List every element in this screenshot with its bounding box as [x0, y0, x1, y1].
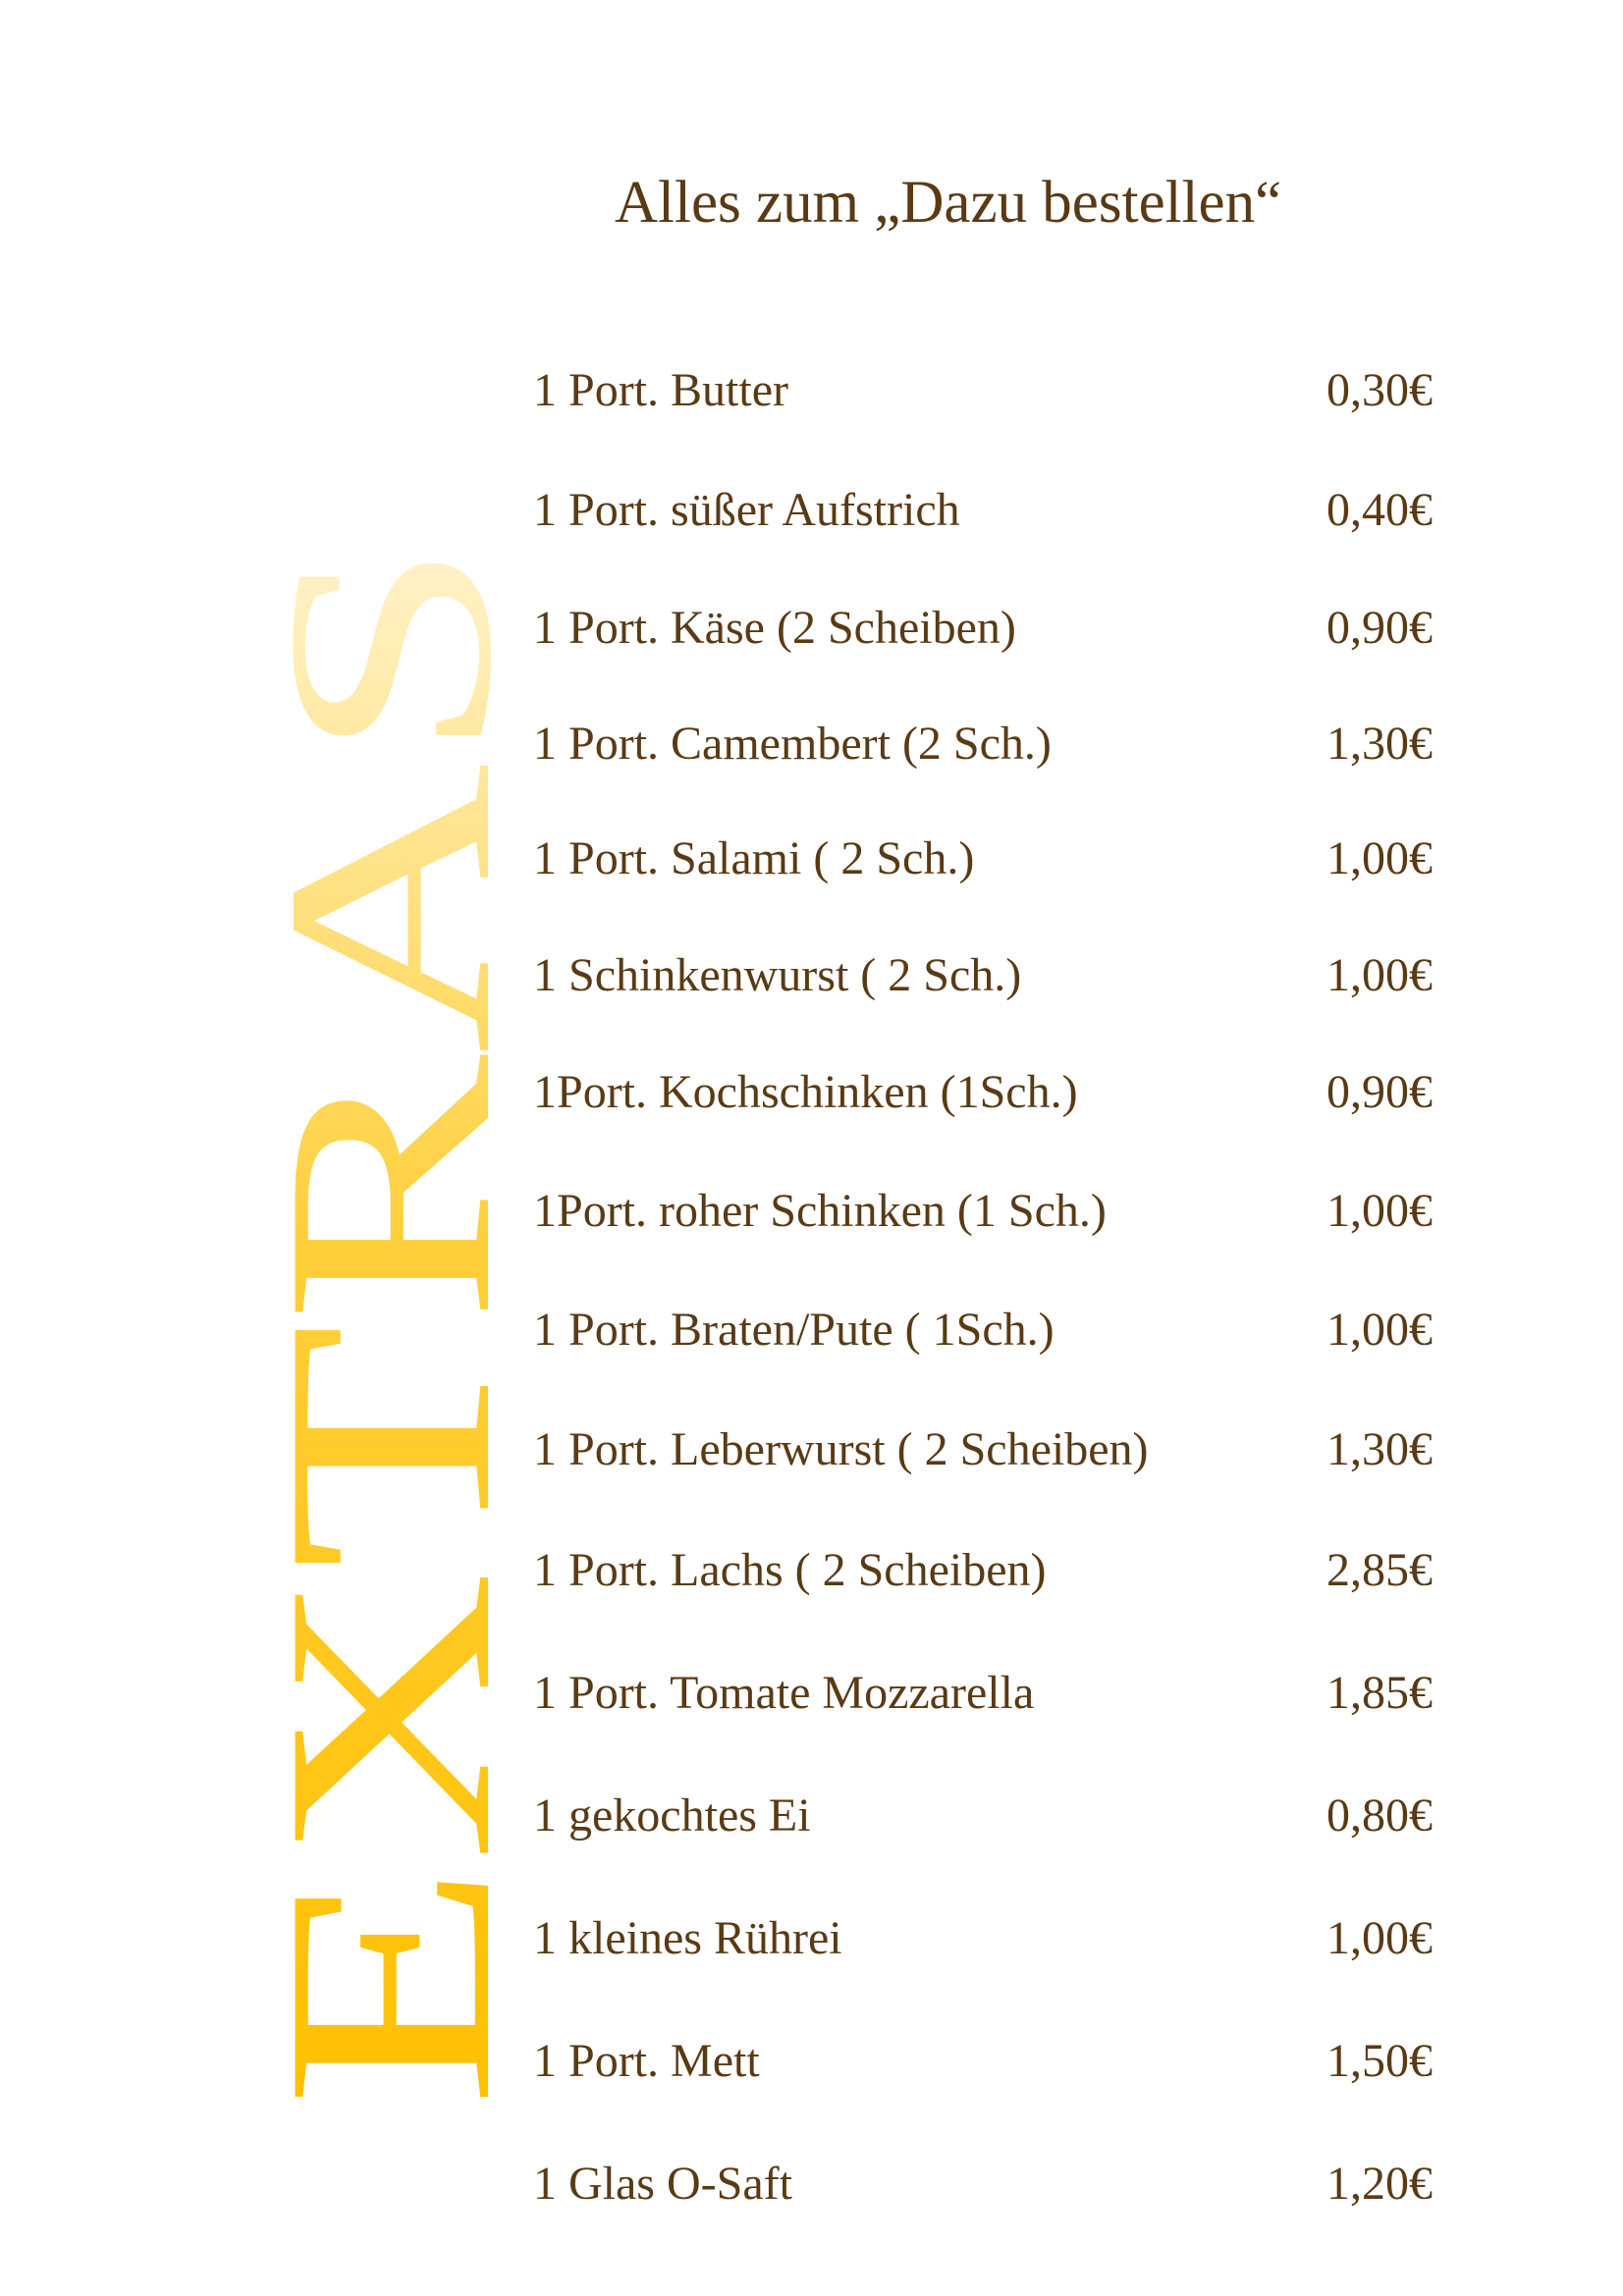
menu-item	[0, 2145, 1623, 2223]
menu-item	[0, 589, 1623, 667]
item-price: 2,85€	[1326, 1544, 1433, 1596]
item-price: 0,40€	[1326, 484, 1433, 536]
item-name: 1 Port. Camembert (2 Sch.)	[533, 718, 1052, 770]
item-price: 0,30€	[1326, 364, 1433, 416]
item-name: 1 Port. Salami ( 2 Sch.)	[533, 832, 975, 884]
item-price: 0,90€	[1326, 602, 1433, 654]
item-price: 1,00€	[1326, 1185, 1433, 1237]
menu-item	[0, 1531, 1623, 1610]
item-price: 1,50€	[1326, 2035, 1433, 2087]
item-price: 0,80€	[1326, 1789, 1433, 1842]
item-price: 1,00€	[1326, 1304, 1433, 1356]
menu-item	[0, 1053, 1623, 1132]
menu-item	[0, 1291, 1623, 1369]
item-name: 1 Port. Tomate Mozzarella	[533, 1667, 1035, 1719]
menu-item	[0, 936, 1623, 1015]
item-name: 1 Port. Butter	[533, 364, 788, 416]
page-title: Alles zum „Dazu bestellen“	[615, 170, 1282, 236]
item-name: 1 Port. Lachs ( 2 Scheiben)	[533, 1544, 1047, 1596]
item-price: 1,00€	[1326, 1912, 1433, 1964]
item-name: 1 Schinkenwurst ( 2 Sch.)	[533, 949, 1022, 1001]
item-price: 1,00€	[1326, 949, 1433, 1001]
item-name: 1 Port. süßer Aufstrich	[533, 484, 960, 536]
item-name: 1 Port. Käse (2 Scheiben)	[533, 602, 1016, 654]
item-name: 1 kleines Rührei	[533, 1912, 842, 1964]
item-name: 1 Port. Braten/Pute ( 1Sch.)	[533, 1304, 1055, 1356]
menu-item	[0, 1899, 1623, 1978]
item-price: 1,20€	[1326, 2158, 1433, 2210]
menu-item	[0, 351, 1623, 430]
menu-item	[0, 471, 1623, 550]
item-name: 1 Glas O-Saft	[533, 2158, 792, 2210]
menu-item	[0, 1777, 1623, 1855]
menu-item	[0, 1172, 1623, 1251]
item-price: 1,85€	[1326, 1667, 1433, 1719]
item-name: 1Port. Kochschinken (1Sch.)	[533, 1066, 1078, 1118]
item-name: 1 Port. Mett	[533, 2035, 760, 2087]
item-name: 1Port. roher Schinken (1 Sch.)	[533, 1185, 1107, 1237]
item-name: 1 gekochtes Ei	[533, 1789, 811, 1842]
menu-item	[0, 820, 1623, 898]
item-price: 1,30€	[1326, 1423, 1433, 1475]
extras-text: EXTRAS	[226, 963, 552, 2109]
item-name: 1 Port. Leberwurst ( 2 Scheiben)	[533, 1423, 1149, 1475]
menu-item	[0, 1411, 1623, 1489]
item-price: 1,30€	[1326, 718, 1433, 770]
item-price: 0,90€	[1326, 1066, 1433, 1118]
item-price: 1,00€	[1326, 832, 1433, 884]
menu-item	[0, 705, 1623, 783]
menu-item	[0, 1654, 1623, 1733]
menu-item	[0, 2022, 1623, 2101]
